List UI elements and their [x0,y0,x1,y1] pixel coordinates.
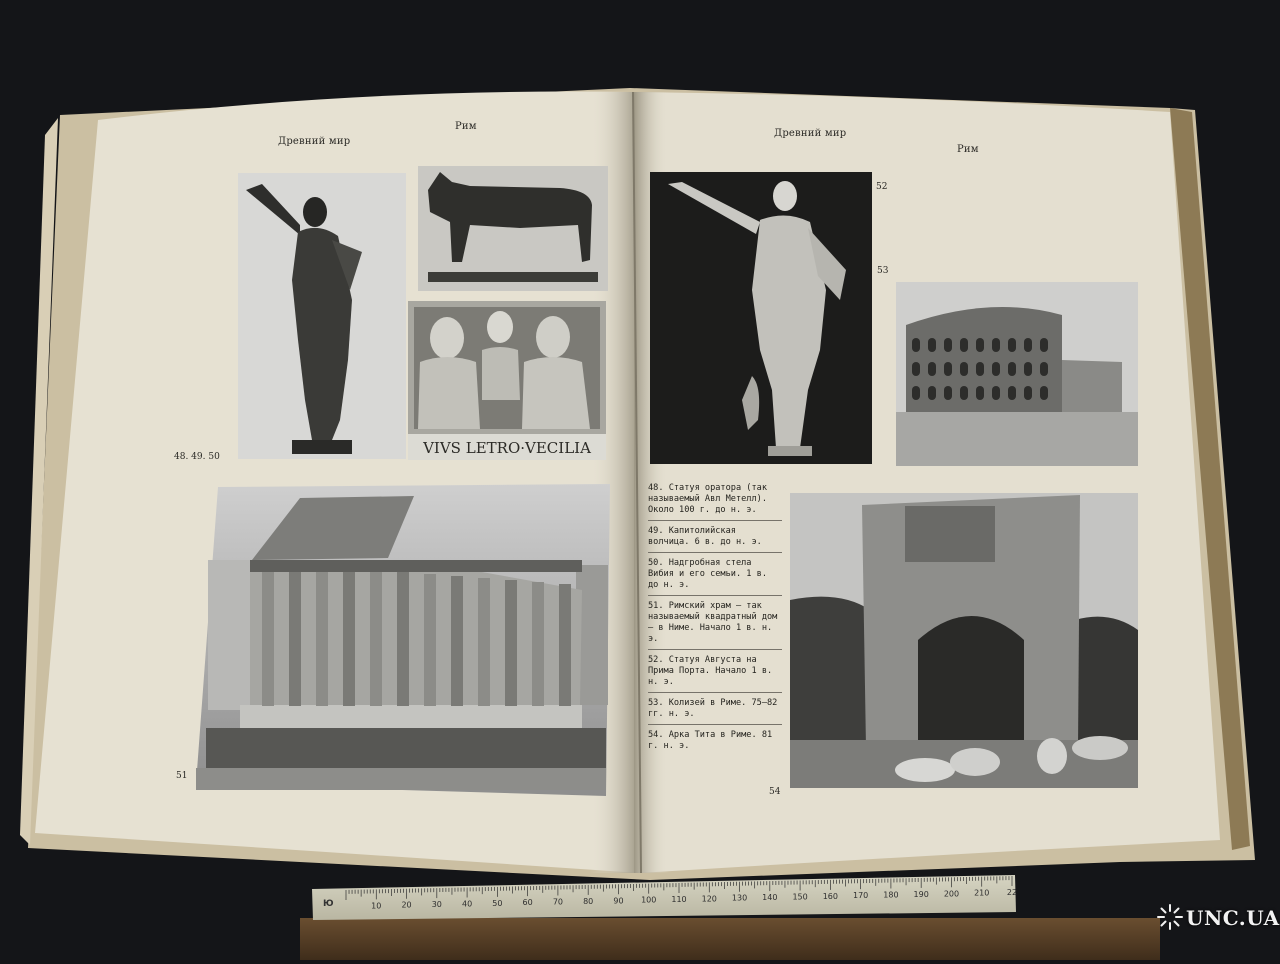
ruler [312,875,1016,920]
caption-51: 51. Римский храм — так называемый квадратный дом — в Ниме. Начало 1 в. н. э. [648,601,782,650]
colosseum-arch [960,338,968,352]
watermark-text: UNC.UA [1186,906,1280,930]
ruler-tick-label: 210 [974,888,990,898]
photo-augustus-statue [650,172,872,464]
temple-column [505,580,517,706]
ruler-tick-label: 40 [461,899,473,909]
figure-label-51: 51 [176,771,188,781]
colosseum-arch [1008,338,1016,352]
temple-column [289,572,301,706]
colosseum-arch [928,386,936,400]
figure-label-54: 54 [769,787,781,797]
temple-column [478,578,490,706]
ruler-tick-label: 30 [431,900,442,910]
ruler-tick-label: 70 [552,897,564,907]
temple-column [316,572,328,706]
ruler-brand: Ю [323,899,334,909]
ruler-tick-label: 10 [371,901,382,911]
colosseum-arch [1024,362,1032,376]
colosseum-arch [1024,386,1032,400]
photo-arch-of-titus [790,493,1138,788]
caption-53: 53. Колизей в Риме. 75—82 гг. н. э. [648,698,782,725]
ruler-tick-label: 190 [913,889,929,899]
ruler-tick-label: 200 [943,889,960,899]
colosseum-arch [960,362,968,376]
colosseum-arch [944,338,952,352]
ruler-tick-label: 20 [401,900,412,910]
ruler-tick-label: 170 [852,891,869,901]
ruler-tick-label: 100 [641,895,657,905]
right-running-head-section: Древний мир [774,128,847,139]
figure-label-53: 53 [877,266,889,276]
ruler-tick-label: 22 [1006,888,1018,897]
caption-54: 54. Арка Тита в Риме. 81 г. н. э. [648,730,773,751]
left-running-head-section: Древний мир [278,136,351,147]
photo-funerary-stele [408,301,606,460]
right-running-head-topic: Рим [957,144,979,155]
photo-orator-statue [238,173,406,459]
temple-column [532,582,544,706]
caption-52: 52. Статуя Августа на Прима Порта. Начало 1 в. н. э. [648,655,782,693]
ruler-tick-label: 160 [822,891,839,901]
photo-capitoline-wolf [418,166,608,291]
ruler-tick-label: 90 [613,896,624,906]
caption-48: 48. Статуя оратора (так называемый Авл Метелл). Около 100 г. до н. э. [648,483,782,521]
colosseum-arch [976,362,984,376]
wooden-board [300,918,1160,960]
temple-column [397,572,409,706]
stele-inscription: VIVS LETRO·VECILIA [423,439,591,457]
colosseum-arch [912,338,920,352]
colosseum-arch [992,338,1000,352]
ruler-tick-label: 150 [792,892,808,902]
colosseum-arch [976,386,984,400]
ruler-tick-label: 80 [583,896,594,906]
left-running-head-topic: Рим [455,121,477,132]
sunburst-icon [1155,902,1185,932]
colosseum-arch [1040,338,1048,352]
colosseum-arch [960,386,968,400]
colosseum-arch [1008,386,1016,400]
ruler-tick-label: 180 [883,890,899,900]
temple-column [559,584,571,706]
colosseum-arch [1024,338,1032,352]
caption-49: 49. Капитолийская волчица. 6 в. до н. э. [648,526,782,553]
temple-column [424,574,436,706]
colosseum-arches [912,338,1048,400]
colosseum-arch [976,338,984,352]
colosseum-arch [1008,362,1016,376]
temple-column [451,576,463,706]
colosseum-arch [928,362,936,376]
colosseum-arch [1040,362,1048,376]
figure-label-52: 52 [876,182,888,192]
temple-column [370,572,382,706]
caption-50: 50. Надгробная стела Вибия и его семьи. 1 в. до н. э. [648,558,782,596]
ruler-tick-label: 140 [762,893,778,903]
colosseum-arch [944,362,952,376]
colosseum-arch [912,362,920,376]
temple-column [262,572,274,706]
colosseum-arch [912,386,920,400]
figure-captions [648,483,782,761]
ruler-tick-label: 120 [701,894,717,904]
colosseum-arch [1040,386,1048,400]
ruler-tick-label: 50 [492,898,503,908]
colosseum-arch [992,362,1000,376]
colosseum-arch [928,338,936,352]
colosseum-arch [944,386,952,400]
figure-label-48-50: 48. 49. 50 [174,452,220,462]
temple-column [343,572,355,706]
ruler-tick-label: 110 [671,895,687,904]
ruler-tick-label: 60 [522,898,533,908]
ruler-tick-label: 130 [731,893,748,903]
colosseum-arch [992,386,1000,400]
